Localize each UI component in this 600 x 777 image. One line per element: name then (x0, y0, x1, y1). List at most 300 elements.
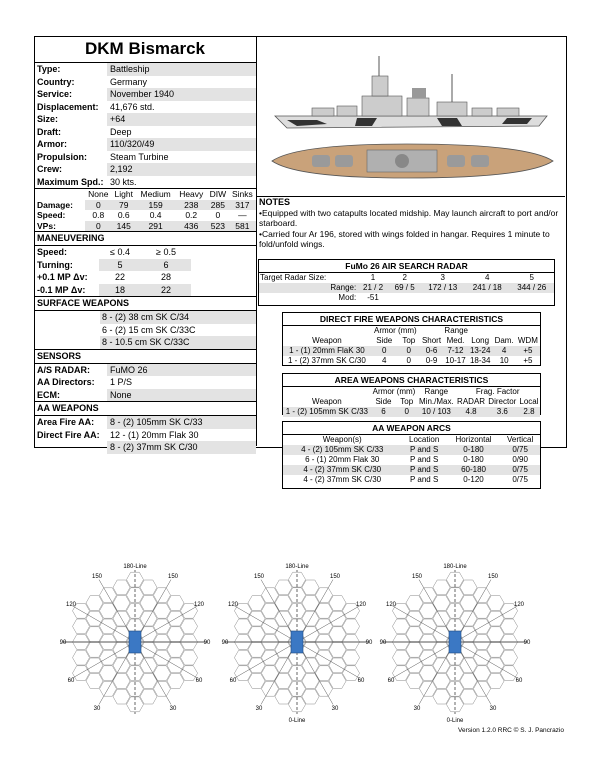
area-column-header: Top (400, 397, 414, 406)
maneuver-row (34, 259, 256, 272)
hex-cell (234, 619, 251, 634)
hex-cell (406, 596, 423, 611)
sensors-section (34, 349, 256, 402)
hex-cell (487, 642, 504, 657)
radar-size: 5 (529, 273, 534, 282)
aa-weapons-section (34, 401, 256, 454)
arc-label-150: 150 (411, 574, 423, 580)
hex-cell (329, 674, 346, 689)
status-value: 145 (112, 221, 136, 232)
hex-cell (248, 627, 265, 642)
status-value: 523 (207, 221, 229, 232)
area-weapons-title: AREA WEAPONS CHARACTERISTICS (283, 374, 540, 387)
note-item: •Carried four Ar 196, stored with wings folded in hangar. Requires 1 minute to fold/unfold wings. (259, 228, 550, 249)
aa-arcs-title: AA WEAPON ARCS (283, 422, 540, 435)
arc-label-30: 30 (255, 706, 263, 712)
area-group-row (283, 387, 540, 397)
arc-label-60: 60 (357, 678, 365, 684)
arc-label-30: 30 (169, 706, 177, 712)
direct-cell: 4 (381, 356, 387, 365)
radar-size: 3 (440, 273, 445, 282)
attribute-label: Crew: (37, 164, 63, 174)
direct-weapon-row (283, 356, 540, 366)
attribute-row (34, 126, 256, 139)
hex-cell (342, 619, 359, 634)
direct-header-row (283, 336, 540, 346)
hex-cell (406, 674, 423, 689)
attribute-row (34, 151, 256, 164)
arc-label-90: 90 (221, 640, 229, 646)
aa-arcs-table (282, 421, 541, 489)
direct-cell: 18-34 (469, 356, 491, 365)
direct-group-row (283, 326, 540, 336)
maneuver-value-a: 22 (114, 272, 125, 282)
arcs-column-header: Vertical (507, 435, 534, 444)
arcs-cell: 0-180 (463, 455, 484, 464)
arc-label-150: 150 (329, 574, 341, 580)
status-value: 581 (229, 221, 256, 232)
arcs-cell: 0/90 (512, 455, 528, 464)
surface-weapon-item: 8 - 10.5 cm SK C/33C (100, 336, 256, 349)
attribute-row (34, 63, 256, 76)
arc-label-90: 90 (203, 640, 211, 646)
area-header-row (283, 397, 540, 407)
hex-cell (73, 619, 90, 634)
radar-table-title: FuMo 26 AIR SEARCH RADAR (259, 260, 554, 273)
area-cell: 3.6 (487, 407, 518, 417)
direct-cell: +5 (516, 346, 540, 356)
direct-cell: 7-12 (443, 346, 468, 356)
arc-label-90: 90 (379, 640, 387, 646)
aa-direct-item: 8 - (2) 37mm SK C/30 (107, 441, 256, 454)
range-group-header: Range (424, 387, 449, 396)
status-label: VPs: (37, 220, 56, 231)
status-value: 159 (136, 200, 176, 211)
maneuver-label: Turning: (37, 259, 73, 270)
arcs-cell: 0/75 (500, 465, 540, 475)
status-value: 0 (215, 210, 221, 220)
attribute-value: Steam Turbine (110, 151, 169, 162)
maneuver-label: +0.1 MP Δv: (37, 272, 88, 282)
arc-label-30: 30 (413, 706, 421, 712)
aa-direct-row (34, 429, 256, 442)
direct-column-header: Top (402, 336, 416, 345)
status-row (34, 210, 256, 221)
area-cell: 10 / 103 (417, 407, 455, 417)
arc-label-150: 150 (487, 574, 499, 580)
aa-area-label: Area Fire AA: (37, 417, 95, 427)
direct-column-header: Weapon (312, 336, 342, 345)
attribute-label: Size: (37, 114, 59, 124)
direct-cell: 0 (398, 346, 420, 356)
status-value: 0.4 (149, 210, 162, 220)
hex-cell (167, 596, 184, 611)
status-table (34, 188, 256, 231)
radar-mod-row (259, 293, 554, 303)
hex-cell (234, 650, 251, 665)
aa-direct-label (34, 441, 107, 454)
arc-label-120: 120 (227, 602, 239, 608)
notes-section (257, 197, 565, 250)
aa-area-item: 8 - (2) 105mm SK C/33 (107, 416, 256, 429)
surface-weapons-section (34, 296, 256, 349)
area-column-header: Min./Max. (419, 397, 454, 406)
status-value: 79 (112, 200, 136, 211)
arcs-column-header: Horizontal (455, 435, 492, 444)
status-column-header: DIW (209, 189, 227, 199)
arcs-cell: 60-180 (447, 465, 500, 475)
arc-label-60: 60 (229, 678, 237, 684)
radar-table (258, 259, 555, 306)
hex-cell (460, 689, 477, 704)
arcs-column-header: Weapon(s) (322, 435, 362, 444)
hex-cell (167, 642, 184, 657)
direct-cell: 4 (493, 346, 516, 356)
armor-group-header: Armor (mm) (374, 326, 417, 335)
hex-cell (140, 689, 157, 704)
attributes-list (34, 63, 256, 188)
maneuvering-heading: MANEUVERING (34, 231, 256, 246)
maneuver-row (34, 284, 256, 297)
area-cell: 1 - (2) 105mm SK C/33 (283, 407, 371, 417)
direct-cell: +5 (523, 356, 533, 365)
arc-diagrams (60, 560, 550, 730)
aa-area-row (34, 416, 256, 429)
hex-cell (73, 650, 90, 665)
hex-cell (167, 627, 184, 642)
radar-range: 21 / 2 (357, 283, 389, 293)
hex-cell (113, 580, 130, 595)
area-weapons-table (282, 373, 541, 415)
top-deck-image (272, 144, 553, 178)
hex-cell (342, 650, 359, 665)
direct-cell: 0 (406, 356, 411, 365)
sensor-value: FuMO 26 (107, 364, 256, 377)
arcs-cell: P and S (401, 445, 446, 455)
radar-size: 1 (370, 273, 376, 282)
hex-cell (433, 689, 450, 704)
arc-label-120: 120 (355, 602, 367, 608)
attribute-row (34, 101, 256, 114)
status-column-header: Light (114, 189, 133, 199)
direct-column-header: Med. (446, 336, 465, 345)
ship-icon (291, 631, 303, 653)
area-cell: 4.8 (455, 407, 486, 417)
hex-cell (302, 580, 319, 595)
status-value: 0.8 (92, 210, 105, 220)
direct-cell: 10-17 (445, 356, 466, 365)
attribute-label: Armor: (37, 139, 68, 149)
arc-label-150: 150 (253, 574, 265, 580)
status-value: 317 (229, 200, 256, 211)
arcs-cell: 0/75 (512, 475, 528, 484)
arcs-row (283, 465, 540, 475)
status-row (34, 221, 256, 232)
hex-cell (275, 689, 292, 704)
arc-label-150: 150 (91, 574, 103, 580)
attribute-value: 41,676 std. (110, 101, 155, 112)
hex-cell (86, 642, 103, 657)
hex-cell (487, 627, 504, 642)
sensors-heading: SENSORS (34, 349, 256, 364)
arc-label-0: 0-Line (446, 718, 464, 724)
status-value: 238 (175, 200, 207, 211)
hex-cell (167, 674, 184, 689)
range-group-header: Range (444, 326, 468, 335)
attribute-value: November 1940 (107, 88, 256, 101)
status-column-header: Sinks (231, 189, 253, 199)
attribute-row (34, 113, 256, 126)
attribute-value: Germany (110, 76, 148, 87)
maneuver-value-b: ≥ 0.5 (156, 247, 176, 257)
note-item: •Equipped with two catapults located midship. May launch aircraft to port and/or starboard. (259, 207, 559, 228)
sensor-value: None (107, 389, 256, 402)
aa-direct-label: Direct Fire AA: (37, 429, 100, 440)
hex-cell (433, 580, 450, 595)
radar-range: 241 / 18 (465, 283, 509, 293)
direct-weapon-row (283, 346, 540, 356)
status-row (34, 200, 256, 211)
attribute-row (34, 138, 256, 151)
direct-column-header: Short (421, 336, 442, 345)
hex-cell (181, 619, 198, 634)
maneuver-value-a: 5 (99, 259, 141, 272)
hex-cell (329, 627, 346, 642)
attribute-label: Propulsion: (37, 151, 87, 162)
direct-column-header: Long (471, 336, 490, 345)
direct-column-header: Dam. (494, 336, 514, 345)
status-label: Damage: (37, 199, 73, 210)
direct-cell: 13-24 (468, 346, 493, 356)
hex-cell (329, 596, 346, 611)
status-column-header: None (88, 189, 109, 199)
hex-cell (406, 627, 423, 642)
attribute-value: 30 kts. (110, 176, 137, 187)
direct-cell: 0-9 (425, 356, 438, 365)
maneuver-label: -0.1 MP Δv: (37, 284, 86, 295)
hex-cell (248, 674, 265, 689)
arcs-cell: 6 - (1) 20mm Flak 30 (305, 455, 380, 464)
radar-size: 2 (402, 273, 407, 282)
attribute-label: Displacement: (37, 101, 99, 112)
status-value: 291 (136, 221, 176, 232)
attribute-value: 2,192 (107, 163, 256, 176)
sensor-row (34, 376, 256, 389)
radar-range: 172 / 13 (421, 283, 465, 293)
maneuver-row (34, 271, 256, 284)
radar-size-row (259, 273, 554, 283)
arc-label-90: 90 (60, 640, 67, 646)
hex-cell (500, 619, 517, 634)
hex-cell (113, 689, 130, 704)
notes-heading: NOTES (259, 197, 291, 207)
arc-label-60: 60 (195, 678, 203, 684)
attribute-label: Country: (37, 76, 75, 87)
attribute-value: Deep (110, 126, 132, 137)
arcs-cell: 4 - (2) 37mm SK C/30 (303, 475, 382, 484)
direct-cell: 10 (499, 356, 509, 365)
arc-label-90: 90 (365, 640, 373, 646)
arcs-cell: 0-180 (447, 445, 500, 455)
direct-fire-table (282, 312, 541, 366)
status-column-header: Medium (140, 189, 171, 199)
area-column-header: Weapon (312, 397, 342, 406)
direct-cell: 1 - (2) 37mm SK C/30 (287, 356, 366, 365)
ship-data-panel (34, 36, 257, 452)
status-value: — (238, 210, 247, 220)
maneuver-value-b: 6 (141, 259, 191, 272)
hex-cell (487, 674, 504, 689)
ship-profile-illustration (257, 36, 565, 197)
status-value: 0 (85, 221, 112, 232)
sensor-label: AA Directors: (37, 377, 95, 387)
area-cell: 6 (371, 407, 396, 417)
attribute-value: 110/320/49 (107, 138, 256, 151)
arc-label-120: 120 (65, 602, 77, 608)
arc-label-180: 180-Line (443, 564, 467, 570)
hex-cell (460, 580, 477, 595)
blank-cell (283, 387, 371, 397)
hex-cell (406, 642, 423, 657)
attribute-row (34, 163, 256, 176)
arc-label-60: 60 (67, 678, 75, 684)
ship-icon (449, 631, 461, 653)
radar-range: 69 / 5 (389, 283, 421, 293)
direct-cell: 1 - (1) 20mm FlaK 30 (283, 346, 371, 356)
aa-direct-item: 12 - (1) 20mm Flak 30 (110, 429, 199, 440)
arc-label-60: 60 (387, 678, 395, 684)
maneuver-value-b: 28 (160, 272, 171, 282)
direct-column-header: Side (376, 336, 393, 345)
area-column-header: RADAR (457, 397, 486, 406)
hex-cell (181, 650, 198, 665)
side-profile-image (275, 56, 547, 128)
arc-label-120: 120 (513, 602, 525, 608)
direct-fire-title: DIRECT FIRE WEAPONS CHARACTERISTICS (283, 313, 540, 326)
arcs-cell: P and S (409, 475, 439, 484)
hex-cell (86, 627, 103, 642)
surface-weapons-heading: SURFACE WEAPONS (34, 296, 256, 311)
armor-group-header: Armor (mm) (372, 387, 416, 396)
hex-cell (248, 642, 265, 657)
hex-cell (86, 674, 103, 689)
hex-cell (275, 580, 292, 595)
area-column-header: Local (519, 397, 539, 406)
arcs-cell: 0/75 (500, 445, 540, 455)
area-weapon-row (283, 407, 540, 417)
frag-group-header: Frag. Factor (475, 387, 520, 396)
arcs-cell: 0-120 (463, 475, 484, 484)
hex-cell (392, 619, 409, 634)
attribute-label: Draft: (37, 126, 61, 137)
hex-cell (500, 650, 517, 665)
ship-icon (129, 631, 141, 653)
attribute-label: Type: (37, 64, 61, 74)
surface-weapon-item: 8 - (2) 38 cm SK C/34 (100, 311, 256, 324)
arcs-cell: P and S (409, 455, 439, 464)
sensor-label: A/S RADAR: (37, 364, 90, 375)
attribute-label: Service: (37, 89, 73, 99)
maneuvering-section (34, 231, 256, 296)
arc-label-0: 0-Line (288, 718, 306, 724)
blank-cell (283, 326, 371, 336)
radar-range-row (259, 283, 554, 293)
aa-direct-row (34, 441, 256, 454)
hex-cell (248, 596, 265, 611)
hex-cell (302, 689, 319, 704)
arcs-row (283, 445, 540, 455)
arc-label-30: 30 (93, 706, 101, 712)
status-value: 0.6 (117, 210, 130, 220)
direct-cell: 0-6 (420, 346, 443, 356)
version-footer: Version 1.2.0 RRC © S. J. Pancrazio (458, 727, 564, 734)
arc-label-120: 120 (193, 602, 205, 608)
aa-weapons-heading: AA WEAPONS (34, 401, 256, 416)
sensor-label: ECM: (37, 389, 60, 400)
attribute-row (34, 76, 256, 89)
direct-cell: 0 (371, 346, 398, 356)
attribute-row (34, 88, 256, 101)
hex-cell (140, 580, 157, 595)
arcs-header-row (283, 435, 540, 445)
hex-cell (392, 650, 409, 665)
arc-label-180: 180-Line (285, 564, 309, 570)
maneuver-value-b: 22 (141, 284, 191, 297)
area-cell: 0 (396, 407, 417, 417)
arc-label-30: 30 (489, 706, 497, 712)
hex-cell (487, 596, 504, 611)
area-cell: 2.8 (518, 407, 540, 417)
direct-column-header: WDM (517, 336, 538, 345)
sensor-row (34, 389, 256, 402)
attribute-value: Battleship (107, 63, 256, 76)
radar-size: 4 (484, 273, 490, 282)
ship-name: DKM Bismarck (34, 36, 256, 63)
radar-range: 344 / 26 (509, 283, 554, 293)
radar-range-label: Range: (259, 283, 357, 293)
hex-cell (329, 642, 346, 657)
area-column-header: Director (488, 397, 517, 406)
status-value: 0.2 (185, 210, 198, 220)
status-value: 285 (207, 200, 229, 211)
attribute-label: Maximum Spd.: (37, 176, 104, 187)
arcs-cell: 4 - (2) 37mm SK C/30 (283, 465, 401, 475)
status-value: 436 (175, 221, 207, 232)
maneuver-row (34, 246, 256, 259)
radar-mod-label: Mod: (338, 293, 357, 302)
radar-mod: -51 (367, 293, 379, 302)
sensor-row (34, 364, 256, 377)
status-value: 0 (85, 200, 112, 211)
arc-label-180: 180-Line (123, 564, 147, 570)
arc-label-150: 150 (167, 574, 179, 580)
arc-label-60: 60 (515, 678, 523, 684)
arcs-row (283, 475, 540, 485)
sensor-value: 1 P/S (110, 377, 133, 387)
arcs-cell: P and S (401, 465, 446, 475)
maneuver-label: Speed: (37, 247, 68, 257)
area-column-header: Side (375, 397, 392, 406)
attribute-value: +64 (107, 113, 256, 126)
maneuver-value-a: ≤ 0.4 (110, 247, 130, 257)
arcs-cell: 4 - (2) 105mm SK C/33 (283, 445, 401, 455)
arcs-column-header: Location (409, 435, 440, 444)
surface-weapon-item: 6 - (2) 15 cm SK C/33C (102, 324, 196, 335)
attribute-row (34, 176, 256, 189)
arcs-row (283, 455, 540, 465)
maneuver-value-a: 18 (99, 284, 141, 297)
radar-size-label: Target Radar Size: (260, 273, 327, 282)
